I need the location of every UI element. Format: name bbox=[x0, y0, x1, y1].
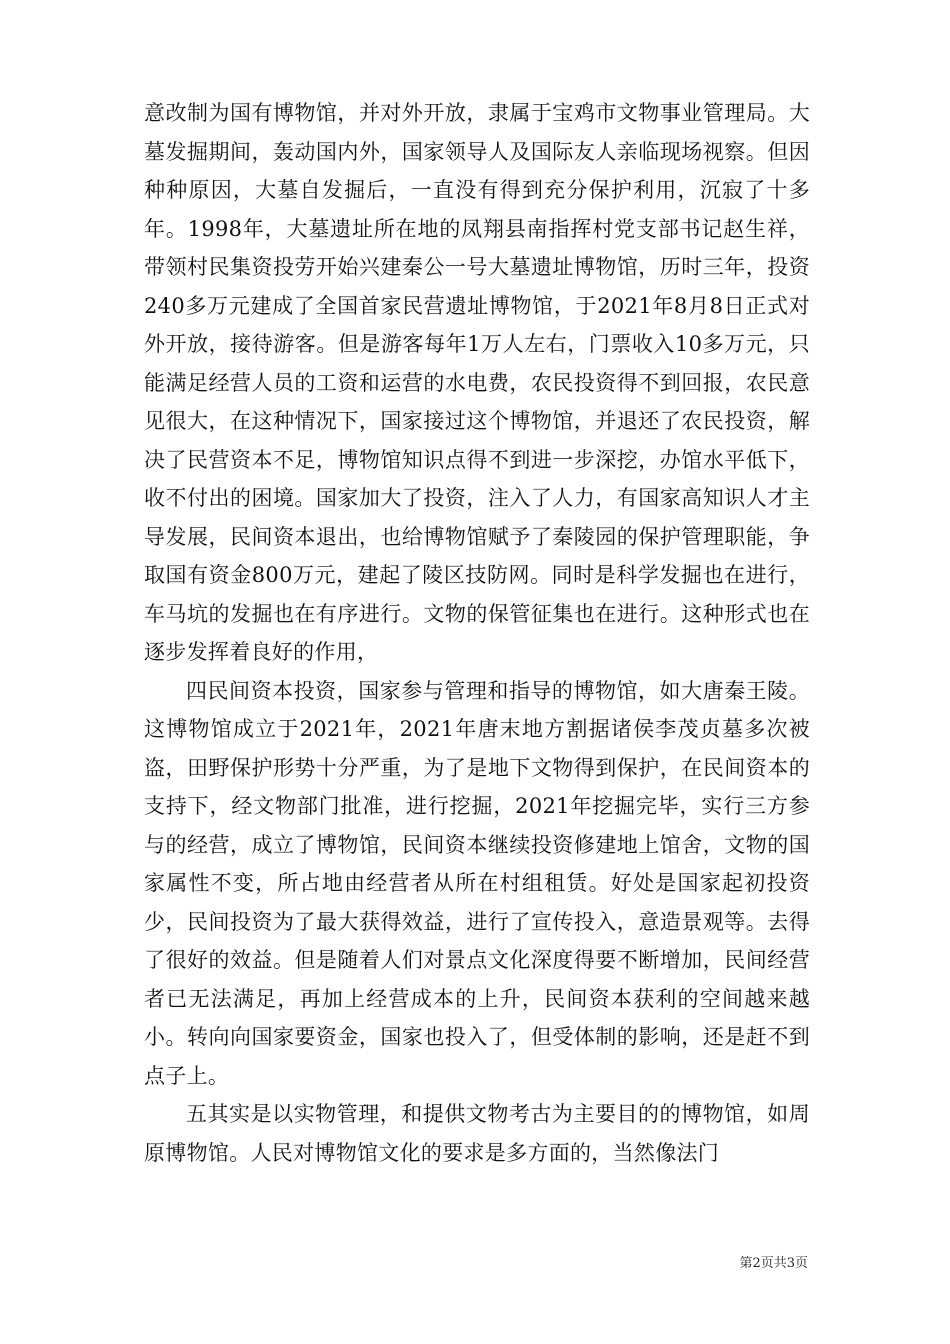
paragraph-five: 五其实是以实物管理，和提供文物考古为主要目的的博物馆，如周原博物馆。人民对博物馆文化的要求是多方面的，当然像法门 bbox=[144, 1102, 810, 1165]
page-number-footer: 第2页共3页 bbox=[739, 1256, 808, 1271]
paragraph-continuation: 意改制为国有博物馆，并对外开放，隶属于宝鸡市文物事业管理局。大墓发掘期间，轰动国内外，国家领导人及国际友人亲临现场视察。但因种种原因，大墓自发掘后，一直没有得到充分保护利用，沉寂了十多年。1998年，大墓遗址所在地的凤翔县南指挥村党支部书记赵生祥，带领村民集资投劳开始兴建秦公一号大墓遗址博物馆，历时三年，投资240多万元建成了全国首家民营遗址博物馆，于2021年8月8日正式对外开放，接待游客。但是游客每年1万人左右，门票收入10多万元，只能满足经营人员的工资和运营的水电费，农民投资得不到回报，农民意见很大，在这种情况下，国家接过这个博物馆，并退还了农民投资，解决了民营资本不足，博物馆知识点得不到进一步深挖，办馆水平低下，收不付出的困境。国家加大了投资，注入了人力，有国家高知识人才主导发展，民间资本退出，也给博物馆赋予了秦陵园的保护管理职能，争取国有资金800万元，建起了陵区技防网。同时是科学发掘也在进行，车马坑的发掘也在有序进行。文物的保管征集也在进行。这种形式也在逐步发挥着良好的作用， bbox=[144, 101, 810, 664]
document-body bbox=[144, 94, 810, 1172]
paragraph-four: 四民间资本投资，国家参与管理和指导的博物馆，如大唐秦王陵。这博物馆成立于2021年，2021年唐末地方割据诸侯李茂贞墓多次被盗，田野保护形势十分严重，为了是地下文物得到保护，在民间资本的支持下，经文物部门批准，进行挖掘，2021年挖掘完毕，实行三方参与的经营，成立了博物馆，民间资本继续投资修建地上馆舍，文物的国家属性不变，所占地由经营者从所在村组租赁。好处是国家起初投资少，民间投资为了最大获得效益，进行了宣传投入，意造景观等。去得了很好的效益。但是随着人们对景点文化深度得要不断增加，民间经营者已无法满足，再加上经营成本的上升，民间资本获利的空间越来越小。转向向国家要资金，国家也投入了，但受体制的影响，还是赶不到点子上。 bbox=[144, 678, 810, 1088]
